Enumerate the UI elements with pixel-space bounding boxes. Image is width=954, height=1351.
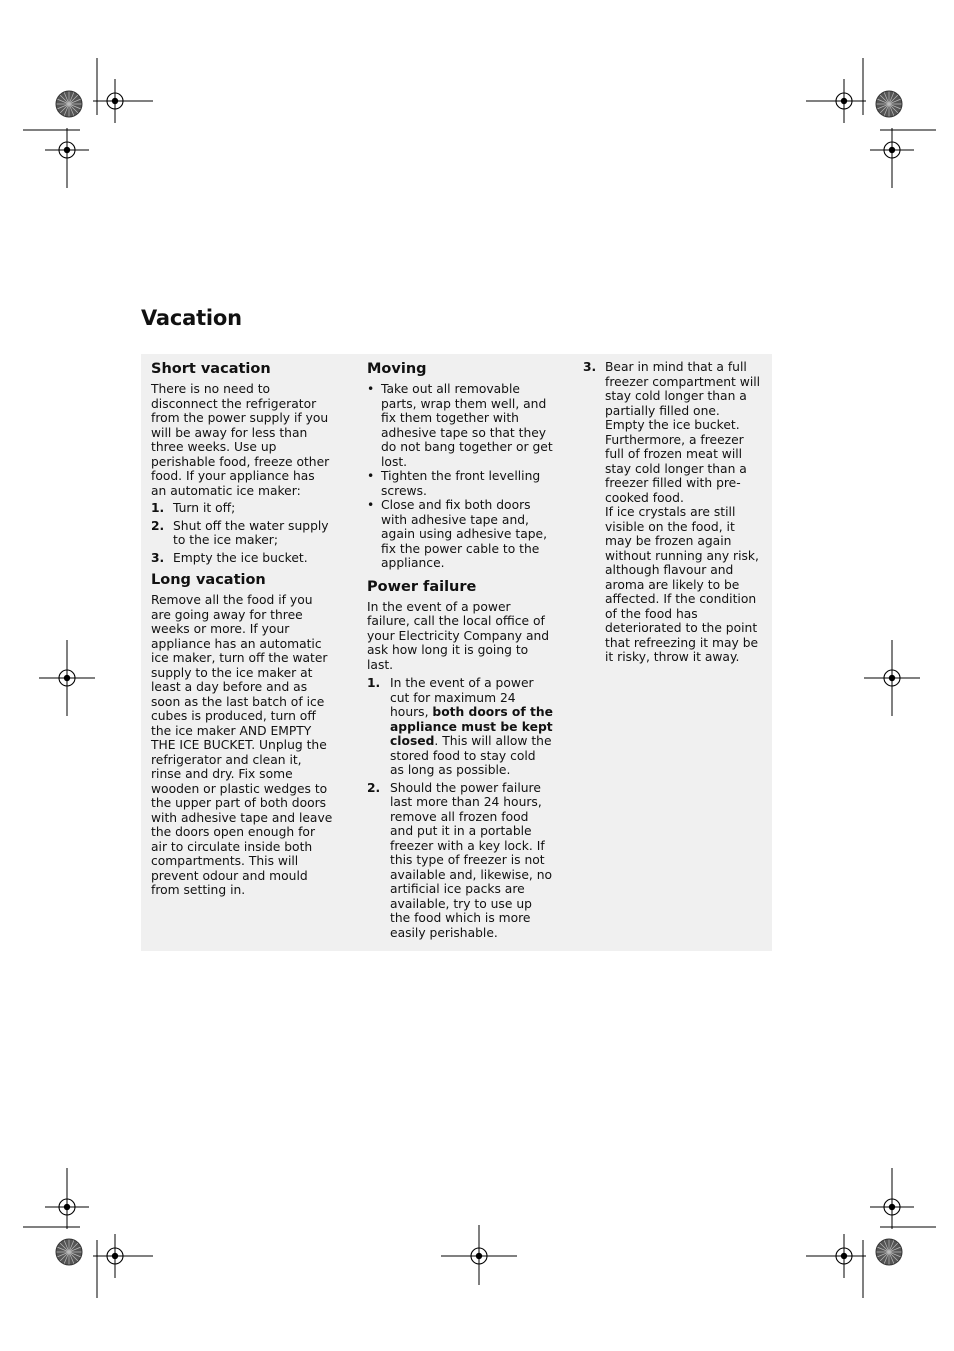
- column-middle: [367, 360, 553, 943]
- moving-section: [367, 360, 553, 571]
- power-failure-steps-continued: [583, 360, 763, 665]
- step-number: 2.: [367, 780, 381, 795]
- step-number: 1.: [367, 676, 381, 690]
- list-item: [367, 781, 553, 941]
- registration-mark-top-right: [806, 58, 936, 188]
- power-failure-section: [367, 578, 553, 941]
- list-item: [367, 498, 553, 571]
- list-item-text: Take out all removable parts, wrap them well, and fix them together with adhesive tape so that they do not bang together or get lost.: [381, 382, 553, 469]
- step-text-end: . This will allow the stored food to stay cold as long as possible.: [390, 734, 552, 777]
- registration-mark-middle-left: [39, 640, 95, 716]
- list-item: [367, 676, 553, 778]
- long-vacation-section: [151, 571, 333, 898]
- power-failure-heading: Power failure: [367, 578, 477, 595]
- column-right: [583, 360, 763, 665]
- content-panel: [141, 354, 772, 951]
- registration-mark-bottom-right: [806, 1168, 936, 1298]
- step-text: Turn it off;: [173, 501, 236, 515]
- step-paragraph: Empty the ice bucket.: [605, 418, 740, 432]
- list-item: [583, 360, 763, 665]
- page-title: Vacation: [141, 306, 242, 330]
- step-paragraph: Bear in mind that a full freezer compartment will stay cold longer than a partially filled one.: [605, 360, 761, 418]
- step-text-emphasis: both doors of the appliance must be kept closed: [390, 705, 553, 748]
- short-vacation-heading: Short vacation: [151, 361, 271, 377]
- step-paragraph: Furthermore, a freezer full of frozen meat will stay cold longer than a freezer filled with pre-cooked food.: [605, 432, 747, 505]
- step-text: Empty the ice bucket.: [173, 550, 308, 565]
- step-number: 3.: [583, 360, 597, 374]
- list-item-text: Tighten the front levelling screws.: [381, 469, 541, 498]
- moving-list: [367, 382, 553, 571]
- list-item-text: Close and fix both doors with adhesive tape and, again using adhesive tape, fix the power cable to the appliance.: [381, 498, 548, 570]
- step-text: Should the power failure last more than 24 hours, remove all frozen food and put it in a portable freezer with a key lock. If this type of freezer is not available and, likewise, no artificial ice packs are available, try to use up the food which is more easily perishable.: [390, 780, 553, 940]
- power-failure-intro: In the event of a power failure, call the local office of your Electricity Company and ask how long it is going to last.: [367, 599, 550, 672]
- list-item: [151, 519, 333, 548]
- list-item: [151, 501, 333, 516]
- registration-mark-bottom-left: [23, 1168, 153, 1298]
- short-vacation-section: [151, 360, 333, 565]
- long-vacation-body: Remove all the food if you are going away for three weeks or more. If your appliance has an automatic ice maker, turn off the water supply to the ice maker at least a day before and as soon as the last batch of ice cubes is produced, turn off the ice maker AND EMPTY THE ICE BUCKET. Unplug the refrigerator and clean it, rinse and dry. Fix some wooden or plastic wedges to the upper part of both doors with adhesive tape and leave the doors open enough for air to circulate inside both compartments. This will prevent odour and mould from setting in.: [151, 593, 333, 897]
- list-item: [367, 469, 553, 498]
- list-item: [151, 551, 333, 566]
- moving-heading: Moving: [367, 361, 427, 377]
- power-failure-steps: [367, 676, 553, 940]
- step-paragraph: If ice crystals are still visible on the food, it may be frozen again without running any risk, although flavour and aroma are likely to be affected. If the condition of the food has deteriorated to the point that refreezing it may be it risky, throw it away.: [605, 505, 759, 664]
- registration-mark-middle-right: [864, 640, 920, 716]
- column-left: [151, 360, 333, 898]
- bullet-icon: •: [367, 498, 375, 512]
- short-vacation-intro: There is no need to disconnect the refrigerator from the power supply if you will be away for less than three weeks. Use up perishable food, freeze other food. If your appliance has an automatic ice maker:: [151, 382, 330, 498]
- registration-mark-bottom-center: [441, 1225, 517, 1285]
- step-text-start: In the event of a power cut for maximum 24 hours,: [390, 676, 534, 719]
- step-number: 1.: [151, 501, 165, 515]
- short-vacation-steps: [151, 501, 333, 565]
- list-item: [367, 382, 553, 469]
- long-vacation-heading: Long vacation: [151, 572, 266, 588]
- bullet-icon: •: [367, 382, 375, 396]
- step-number: 2.: [151, 518, 165, 533]
- step-number: 3.: [151, 550, 165, 565]
- registration-mark-top-left: [23, 58, 153, 188]
- step-text: Shut off the water supply to the ice maker;: [173, 518, 329, 547]
- bullet-icon: •: [367, 469, 375, 483]
